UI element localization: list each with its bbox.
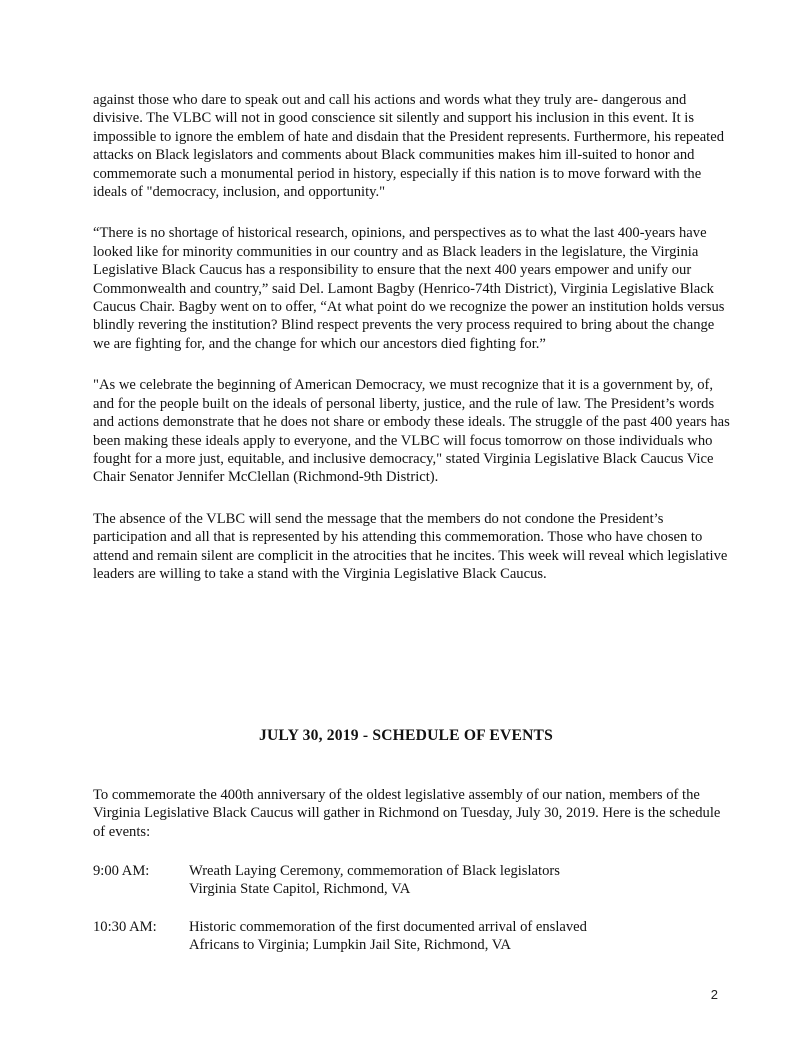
event-description	[189, 918, 729, 955]
event-description	[189, 862, 729, 899]
body-text	[93, 91, 733, 606]
schedule-heading: JULY 30, 2019 - SCHEDULE OF EVENTS	[258, 727, 554, 744]
schedule-heading-wrap	[0, 727, 812, 745]
event-location-line: Africans to Virginia; Lumpkin Jail Site, Richmond, VA	[189, 937, 511, 954]
event-location-line: Virginia State Capitol, Richmond, VA	[189, 881, 411, 898]
paragraph-bagby-quote: “There is no shortage of historical research, opinions, and perspectives as to what the last 400-years have looked like for minority communities in our country and as Black leaders in the legislature, the Virginia Legislative Black Caucus has a responsibility to ensure that the next 400 years empower and unify our Commonwealth and country,” said Del. Lamont Bagby (Henrico-74th District), Virginia Legislative Black Caucus Chair. Bagby went on to offer, “At what point do we recognize the power an institution holds versus blindly revering the institution? Blind respect prevents the very process required to bring about the change we are fighting for, and the change for which our ancestors died fighting for.”	[93, 225, 725, 352]
event-time: 9:00 AM:	[93, 863, 150, 879]
paragraph-presidents-rhetoric: against those who dare to speak out and call his actions and words what they truly are- dangerous and divisive. The VLBC will not in good conscience sit silently and support his inclusion in this event. It is impossible to ignore the emblem of hate and disdain that the President represents. Furthermore, his repeated attacks on Black legislators and comments about Black communities makes him ill-suited to honor and commemorate such a monumental period in history, especially if this nation is to move forward with the ideals of "democracy, inclusion, and opportunity."	[93, 92, 725, 201]
page-number: 2	[710, 987, 718, 1002]
event-description-line: Historic commemoration of the first documented arrival of enslaved	[189, 919, 587, 935]
event-description-line: Wreath Laying Ceremony, commemoration of Black legislators	[189, 863, 560, 879]
event-time: 10:30 AM:	[93, 919, 157, 935]
paragraph-mcclellan-quote: "As we celebrate the beginning of American Democracy, we must recognize that it is a government by, of, and for the people built on the ideals of personal liberty, justice, and the rule of law. The President’s words and actions demonstrate that he does not share or embody these ideals. The struggle of the past 400 years has been making these ideals apply to everyone, and the VLBC will focus tomorrow on those individuals who fought for a more just, equitable, and inclusive democracy," stated Virginia Legislative Black Caucus Vice Chair Senator Jennifer McClellan (Richmond-9th District).	[93, 377, 730, 486]
schedule-intro: To commemorate the 400th anniversary of the oldest legislative assembly of our nation, members of the Virginia Legislative Black Caucus will gather in Richmond on Tuesday, July 30, 2019. Here is the schedule of events:	[93, 787, 721, 840]
paragraph-absence-message: The absence of the VLBC will send the message that the members do not condone the President’s participation and all that is represented by his attending this commemoration. Those who have chosen to attend and remain silent are complicit in the atrocities that he incites. This week will reveal which legislative leaders are willing to take a stand with the Virginia Legislative Black Caucus.	[93, 510, 728, 582]
